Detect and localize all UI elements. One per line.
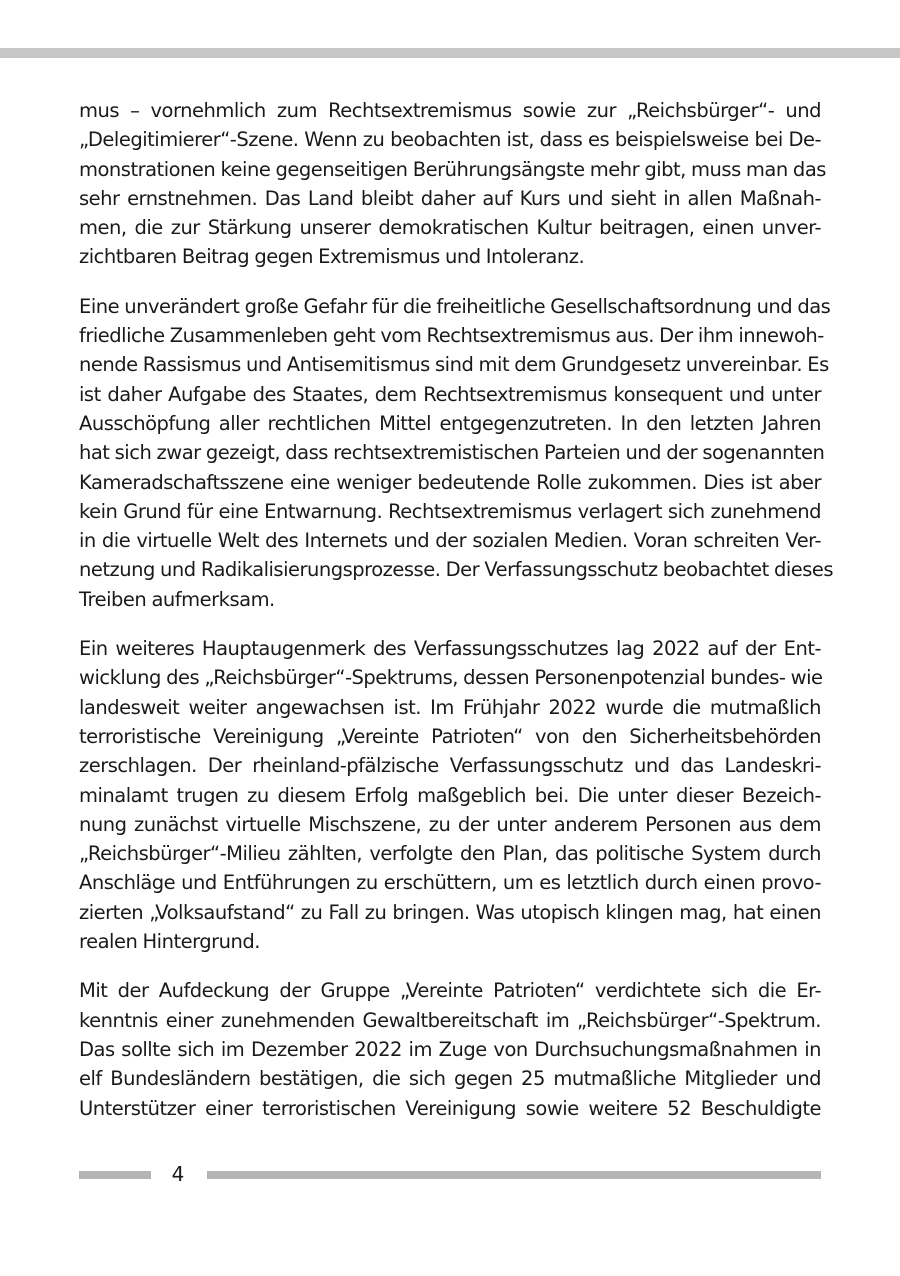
text-line: men, die zur Stärkung unserer demokratischen Kultur beitragen, einen unver- [79, 216, 821, 240]
paragraph-4 [79, 976, 821, 1122]
text-line: kenntnis einer zunehmenden Gewaltbereitschaft im „Reichsbürger“-Spektrum. [79, 1008, 821, 1032]
text-line: zerschlagen. Der rheinland-pfälzische Verfassungsschutz und das Landeskri- [79, 754, 821, 778]
text-line: „Reichsbürger“-Milieu zählten, verfolgte den Plan, das politische System durch [79, 842, 821, 866]
text-line: monstrationen keine gegenseitigen Berührungsängste mehr gibt, muss man das [79, 157, 826, 181]
text-line: zichtbaren Beitrag gegen Extremismus und Intoleranz. [79, 245, 585, 269]
text-line: landesweit weiter angewachsen ist. Im Frühjahr 2022 wurde die mutmaßlich [79, 695, 821, 719]
text-line: netzung und Radikalisierungsprozesse. Der Verfassungsschutz beobachtet dieses [79, 558, 834, 582]
text-line: terroristische Vereinigung „Vereinte Patrioten“ von den Sicherheitsbehörden [79, 724, 821, 748]
text-line: Eine unverändert große Gefahr für die freiheitliche Gesellschaftsordnung und das [79, 294, 831, 318]
text-line: Unterstützer einer terroristischen Vereinigung sowie weitere 52 Beschuldigte [79, 1096, 821, 1120]
paragraph-2 [79, 292, 834, 614]
text-line: nung zunächst virtuelle Mischszene, zu der unter anderem Personen aus dem [79, 812, 821, 836]
text-line: ist daher Aufgabe des Staates, dem Rechtsextremismus konsequent und unter [79, 382, 821, 406]
header-rule [0, 48, 900, 58]
text-line: kein Grund für eine Entwarnung. Rechtsextremismus verlagert sich zunehmend [79, 499, 821, 523]
text-line: Mit der Aufdeckung der Gruppe „Vereinte Patrioten“ verdichtete sich die Er- [79, 979, 821, 1003]
text-line: hat sich zwar gezeigt, dass rechtsextremistischen Parteien und der sogenannten [79, 441, 825, 465]
text-line: Treiben aufmerksam. [79, 587, 275, 611]
paragraph-1 [79, 96, 826, 272]
text-line: nende Rassismus und Antisemitismus sind mit dem Grundgesetz unvereinbar. Es [79, 353, 829, 377]
text-line: wicklung des „Reichsbürger“-Spektrums, dessen Personenpotenzial bundes- wie [79, 666, 823, 690]
paragraph-3 [79, 634, 821, 956]
page-number: 4 [171, 1162, 185, 1186]
footer-rule-right [207, 1171, 821, 1179]
text-line: elf Bundesländern bestätigen, die sich gegen 25 mutmaßliche Mitglieder und [79, 1067, 821, 1091]
page-footer [79, 1160, 821, 1188]
text-line: Ausschöpfung aller rechtlichen Mittel entgegenzutreten. In den letzten Jahren [79, 411, 821, 435]
document-body [79, 96, 834, 1143]
text-line: mus – vornehmlich zum Rechtsextremismus sowie zur „Reichsbürger“- und [79, 99, 821, 122]
text-line: Das sollte sich im Dezember 2022 im Zuge von Durchsuchungsmaßnahmen in [79, 1037, 821, 1061]
text-line: zierten „Volksaufstand“ zu Fall zu bringen. Was utopisch klingen mag, hat einen [79, 900, 821, 924]
text-line: Ein weiteres Hauptaugenmerk des Verfassungsschutzes lag 2022 auf der Ent- [79, 637, 821, 661]
text-line: friedliche Zusammenleben geht vom Rechtsextremismus aus. Der ihm innewoh- [79, 324, 824, 348]
text-line: minalamt trugen zu diesem Erfolg maßgeblich bei. Die unter dieser Bezeich- [79, 783, 821, 807]
text-line: Anschläge und Entführungen zu erschüttern, um es letztlich durch einen provo- [79, 871, 821, 895]
footer-rule-left [79, 1171, 151, 1179]
text-line: Kameradschaftsszene eine weniger bedeutende Rolle zukommen. Dies ist aber [79, 470, 821, 494]
text-line: „Delegitimierer“-Szene. Wenn zu beobachten ist, dass es beispielsweise bei De- [79, 128, 821, 152]
text-line: realen Hintergrund. [79, 930, 260, 954]
text-line: sehr ernstnehmen. Das Land bleibt daher auf Kurs und sieht in allen Maßnah- [79, 186, 821, 210]
text-line: in die virtuelle Welt des Internets und der sozialen Medien. Voran schreiten Ver- [79, 529, 821, 553]
